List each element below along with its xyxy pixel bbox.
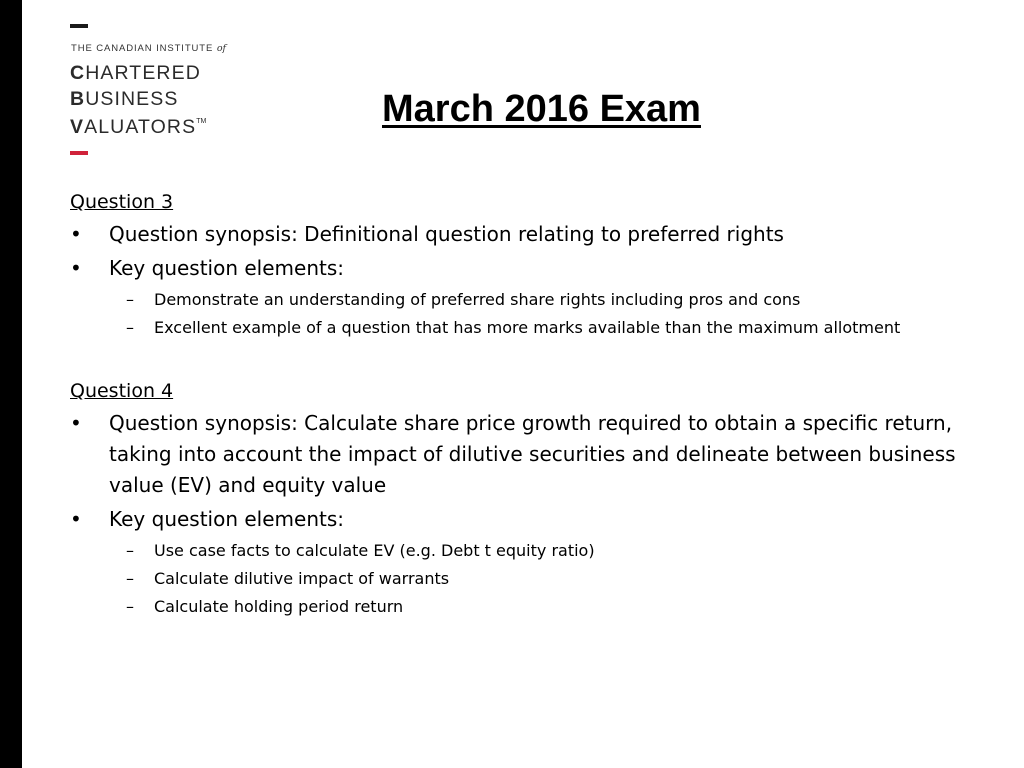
cbv-logo xyxy=(70,22,240,162)
question-3-elements xyxy=(70,253,1000,342)
list-item: – Demonstrate an understanding of preferred share rights including pros and cons xyxy=(109,286,1000,314)
logo-institute-text: THE CANADIAN INSTITUTE of xyxy=(71,43,227,54)
list-item: – Excellent example of a question that has more marks available than the maximum allotment xyxy=(109,314,1000,342)
logo-red-bar xyxy=(70,151,88,155)
question-4-bullets xyxy=(70,408,1000,621)
question-3-heading: Question 3 xyxy=(70,191,174,213)
question-3-section xyxy=(70,188,1000,342)
question-3-elements-list xyxy=(109,286,1000,342)
logo-line-chartered: CHARTERED xyxy=(70,62,201,84)
question-4-section xyxy=(70,377,1000,621)
list-item: – Use case facts to calculate EV (e.g. Debt t equity ratio) xyxy=(109,537,1000,565)
list-item: – Calculate holding period return xyxy=(109,593,1000,621)
question-4-elements xyxy=(70,504,1000,621)
logo-line-business: BUSINESS xyxy=(70,88,179,110)
question-4-heading: Question 4 xyxy=(70,380,174,402)
slide-title: March 2016 Exam xyxy=(382,88,701,130)
question-4-elements-list xyxy=(109,537,1000,621)
slide-content xyxy=(70,188,1000,621)
question-4-synopsis: • Question synopsis: Calculate share price growth required to obtain a specific return, taking into account the impact of dilutive securities and delineate between business value (EV) and equity value xyxy=(70,408,1000,501)
list-item: – Calculate dilutive impact of warrants xyxy=(109,565,1000,593)
question-4-elements-label: Key question elements: xyxy=(109,507,345,531)
question-3-elements-label: Key question elements: xyxy=(109,256,345,280)
left-side-bar xyxy=(0,0,22,768)
logo-top-bar xyxy=(70,24,88,28)
logo-line-valuators: VALUATORS™ xyxy=(70,116,207,138)
question-3-bullets xyxy=(70,219,1000,342)
question-3-synopsis: • Question synopsis: Definitional question relating to preferred rights xyxy=(70,219,1000,250)
